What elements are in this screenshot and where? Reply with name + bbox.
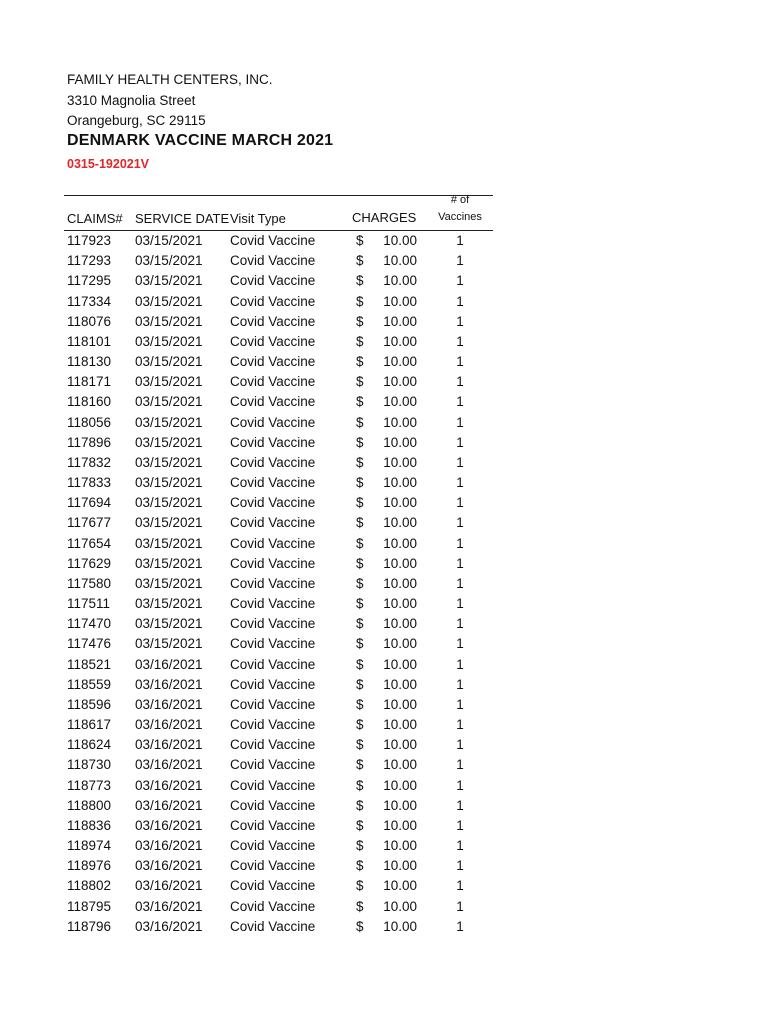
table-row — [0, 534, 770, 554]
visit-type: Covid Vaccine — [230, 656, 316, 672]
currency-symbol: $ — [356, 656, 364, 672]
visit-type: Covid Vaccine — [230, 737, 316, 753]
visit-type: Covid Vaccine — [230, 495, 316, 511]
org-name: FAMILY HEALTH CENTERS, INC. — [67, 72, 273, 87]
claim-number: 117629 — [67, 555, 112, 571]
claim-number: 117833 — [67, 475, 112, 491]
table-row — [0, 735, 770, 755]
vaccine-count: 1 — [456, 596, 464, 612]
service-date: 03/15/2021 — [135, 575, 203, 591]
currency-symbol: $ — [356, 616, 364, 632]
vaccine-count: 1 — [456, 616, 464, 632]
charge-amount: 10.00 — [383, 817, 417, 833]
service-date: 03/15/2021 — [135, 616, 203, 632]
table-row — [0, 352, 770, 372]
claim-number: 117654 — [67, 535, 112, 551]
table-row — [0, 917, 770, 937]
vaccine-count: 1 — [456, 313, 464, 329]
service-date: 03/15/2021 — [135, 374, 203, 390]
charge-amount: 10.00 — [383, 636, 417, 652]
currency-symbol: $ — [356, 535, 364, 551]
vaccine-count: 1 — [456, 777, 464, 793]
vaccine-count: 1 — [456, 817, 464, 833]
vaccine-count: 1 — [456, 374, 464, 390]
service-date: 03/15/2021 — [135, 535, 203, 551]
visit-type: Covid Vaccine — [230, 636, 316, 652]
charge-amount: 10.00 — [383, 253, 417, 269]
col-header-visit-type: Visit Type — [230, 211, 286, 226]
service-date: 03/16/2021 — [135, 737, 203, 753]
charge-amount: 10.00 — [383, 475, 417, 491]
currency-symbol: $ — [356, 233, 364, 248]
service-date: 03/15/2021 — [135, 394, 203, 410]
vaccine-count: 1 — [456, 918, 464, 934]
claim-number: 117293 — [67, 253, 112, 269]
visit-type: Covid Vaccine — [230, 717, 316, 733]
table-row — [0, 796, 770, 816]
visit-type: Covid Vaccine — [230, 454, 316, 470]
charge-amount: 10.00 — [383, 555, 417, 571]
claim-number: 118795 — [67, 898, 112, 914]
vaccine-count: 1 — [456, 475, 464, 491]
claim-number: 118596 — [67, 696, 112, 712]
table-row — [0, 655, 770, 675]
visit-type: Covid Vaccine — [230, 434, 316, 450]
col-header-vaccines: Vaccines — [438, 211, 482, 223]
service-date: 03/15/2021 — [135, 414, 203, 430]
service-date: 03/16/2021 — [135, 777, 203, 793]
report-title: DENMARK VACCINE MARCH 2021 — [67, 132, 334, 149]
table-top-rule — [64, 195, 493, 196]
claim-number: 118800 — [67, 797, 112, 813]
currency-symbol: $ — [356, 696, 364, 712]
service-date: 03/16/2021 — [135, 898, 203, 914]
currency-symbol: $ — [356, 515, 364, 531]
charge-amount: 10.00 — [383, 273, 417, 289]
claim-number: 118160 — [67, 394, 112, 410]
vaccine-count: 1 — [456, 898, 464, 914]
table-row — [0, 715, 770, 735]
currency-symbol: $ — [356, 575, 364, 591]
vaccine-count: 1 — [456, 394, 464, 410]
currency-symbol: $ — [356, 918, 364, 934]
table-row — [0, 675, 770, 695]
table-row — [0, 493, 770, 513]
service-date: 03/15/2021 — [135, 636, 203, 652]
currency-symbol: $ — [356, 757, 364, 773]
claim-number: 118521 — [67, 656, 112, 672]
currency-symbol: $ — [356, 596, 364, 612]
vaccine-count: 1 — [456, 696, 464, 712]
vaccine-count: 1 — [456, 233, 464, 248]
claim-number: 118617 — [67, 717, 112, 733]
charge-amount: 10.00 — [383, 797, 417, 813]
charge-amount: 10.00 — [383, 313, 417, 329]
vaccine-count: 1 — [456, 737, 464, 753]
service-date: 03/16/2021 — [135, 757, 203, 773]
vaccine-count: 1 — [456, 636, 464, 652]
visit-type: Covid Vaccine — [230, 575, 316, 591]
vaccine-count: 1 — [456, 293, 464, 309]
table-row — [0, 372, 770, 392]
charge-amount: 10.00 — [383, 575, 417, 591]
currency-symbol: $ — [356, 374, 364, 390]
charge-amount: 10.00 — [383, 354, 417, 370]
claim-number: 118624 — [67, 737, 112, 753]
charge-amount: 10.00 — [383, 495, 417, 511]
currency-symbol: $ — [356, 636, 364, 652]
vaccine-count: 1 — [456, 757, 464, 773]
claim-number: 118974 — [67, 838, 112, 854]
visit-type: Covid Vaccine — [230, 858, 316, 874]
service-date: 03/16/2021 — [135, 858, 203, 874]
currency-symbol: $ — [356, 273, 364, 289]
table-row — [0, 554, 770, 574]
claim-number: 117334 — [67, 293, 112, 309]
table-row — [0, 897, 770, 917]
service-date: 03/15/2021 — [135, 495, 203, 511]
service-date: 03/15/2021 — [135, 253, 203, 269]
visit-type: Covid Vaccine — [230, 333, 316, 349]
table-row — [0, 776, 770, 796]
service-date: 03/16/2021 — [135, 838, 203, 854]
currency-symbol: $ — [356, 898, 364, 914]
charge-amount: 10.00 — [383, 757, 417, 773]
visit-type: Covid Vaccine — [230, 374, 316, 390]
table-row — [0, 453, 770, 473]
table-row — [0, 332, 770, 352]
service-date: 03/15/2021 — [135, 233, 203, 248]
service-date: 03/16/2021 — [135, 817, 203, 833]
table-row — [0, 312, 770, 332]
visit-type: Covid Vaccine — [230, 414, 316, 430]
currency-symbol: $ — [356, 797, 364, 813]
currency-symbol: $ — [356, 676, 364, 692]
service-date: 03/16/2021 — [135, 656, 203, 672]
currency-symbol: $ — [356, 817, 364, 833]
visit-type: Covid Vaccine — [230, 535, 316, 551]
street-address: 3310 Magnolia Street — [67, 93, 196, 108]
table-row — [0, 513, 770, 533]
charge-amount: 10.00 — [383, 233, 417, 248]
charge-amount: 10.00 — [383, 394, 417, 410]
table-row — [0, 271, 770, 291]
visit-type: Covid Vaccine — [230, 898, 316, 914]
service-date: 03/15/2021 — [135, 313, 203, 329]
vaccine-count: 1 — [456, 797, 464, 813]
visit-type: Covid Vaccine — [230, 696, 316, 712]
col-header-service-date: SERVICE DATE — [135, 211, 230, 226]
service-date: 03/16/2021 — [135, 696, 203, 712]
claim-number: 117896 — [67, 434, 112, 450]
charge-amount: 10.00 — [383, 434, 417, 450]
claim-number: 118802 — [67, 878, 112, 894]
visit-type: Covid Vaccine — [230, 676, 316, 692]
vaccine-count: 1 — [456, 354, 464, 370]
vaccine-count: 1 — [456, 333, 464, 349]
charge-amount: 10.00 — [383, 374, 417, 390]
currency-symbol: $ — [356, 878, 364, 894]
table-row — [0, 634, 770, 654]
service-date: 03/15/2021 — [135, 293, 203, 309]
service-date: 03/16/2021 — [135, 676, 203, 692]
visit-type: Covid Vaccine — [230, 878, 316, 894]
currency-symbol: $ — [356, 717, 364, 733]
vaccine-count: 1 — [456, 676, 464, 692]
claim-number: 117511 — [67, 596, 111, 612]
visit-type: Covid Vaccine — [230, 253, 316, 269]
service-date: 03/15/2021 — [135, 475, 203, 491]
charge-amount: 10.00 — [383, 696, 417, 712]
claim-number: 117832 — [67, 454, 112, 470]
claim-number: 117580 — [67, 575, 112, 591]
table-row — [0, 231, 770, 251]
visit-type: Covid Vaccine — [230, 313, 316, 329]
currency-symbol: $ — [356, 394, 364, 410]
vaccine-count: 1 — [456, 555, 464, 571]
vaccine-count: 1 — [456, 878, 464, 894]
table-row — [0, 755, 770, 775]
vaccine-count: 1 — [456, 858, 464, 874]
col-header-charges: CHARGES — [352, 210, 417, 225]
charge-amount: 10.00 — [383, 596, 417, 612]
charge-amount: 10.00 — [383, 414, 417, 430]
claim-number: 117295 — [67, 273, 112, 289]
city-state-zip: Orangeburg, SC 29115 — [67, 113, 206, 128]
claim-number: 118130 — [67, 354, 112, 370]
claim-number: 118976 — [67, 858, 112, 874]
charge-amount: 10.00 — [383, 333, 417, 349]
vaccine-count: 1 — [456, 253, 464, 269]
currency-symbol: $ — [356, 333, 364, 349]
visit-type: Covid Vaccine — [230, 475, 316, 491]
table-row — [0, 473, 770, 493]
col-header-claims: CLAIMS# — [67, 211, 123, 226]
charge-amount: 10.00 — [383, 616, 417, 632]
service-date: 03/15/2021 — [135, 434, 203, 450]
charge-amount: 10.00 — [383, 777, 417, 793]
vaccine-count: 1 — [456, 575, 464, 591]
service-date: 03/16/2021 — [135, 717, 203, 733]
visit-type: Covid Vaccine — [230, 596, 316, 612]
visit-type: Covid Vaccine — [230, 515, 316, 531]
visit-type: Covid Vaccine — [230, 616, 316, 632]
vaccine-count: 1 — [456, 515, 464, 531]
currency-symbol: $ — [356, 313, 364, 329]
claim-number: 118836 — [67, 817, 112, 833]
table-row — [0, 413, 770, 433]
charge-amount: 10.00 — [383, 717, 417, 733]
charge-amount: 10.00 — [383, 535, 417, 551]
charge-amount: 10.00 — [383, 878, 417, 894]
currency-symbol: $ — [356, 475, 364, 491]
visit-type: Covid Vaccine — [230, 233, 316, 248]
service-date: 03/15/2021 — [135, 354, 203, 370]
table-row — [0, 392, 770, 412]
vaccine-count: 1 — [456, 495, 464, 511]
service-date: 03/16/2021 — [135, 878, 203, 894]
claim-number: 118171 — [67, 374, 112, 390]
claim-number: 118796 — [67, 918, 112, 934]
service-date: 03/15/2021 — [135, 596, 203, 612]
table-row — [0, 856, 770, 876]
claim-number: 118056 — [67, 414, 112, 430]
currency-symbol: $ — [356, 354, 364, 370]
table-row — [0, 433, 770, 453]
claim-number: 117476 — [67, 636, 112, 652]
vaccine-count: 1 — [456, 656, 464, 672]
table-row — [0, 876, 770, 896]
currency-symbol: $ — [356, 495, 364, 511]
currency-symbol: $ — [356, 858, 364, 874]
service-date: 03/15/2021 — [135, 333, 203, 349]
table-row — [0, 816, 770, 836]
vaccine-count: 1 — [456, 454, 464, 470]
visit-type: Covid Vaccine — [230, 838, 316, 854]
visit-type: Covid Vaccine — [230, 354, 316, 370]
charge-amount: 10.00 — [383, 918, 417, 934]
service-date: 03/15/2021 — [135, 273, 203, 289]
charge-amount: 10.00 — [383, 737, 417, 753]
vaccine-count: 1 — [456, 535, 464, 551]
vaccine-count: 1 — [456, 273, 464, 289]
charge-amount: 10.00 — [383, 676, 417, 692]
currency-symbol: $ — [356, 253, 364, 269]
charge-amount: 10.00 — [383, 515, 417, 531]
vaccine-count: 1 — [456, 838, 464, 854]
claim-number: 118076 — [67, 313, 112, 329]
claim-number: 117923 — [67, 233, 112, 248]
table-row — [0, 695, 770, 715]
visit-type: Covid Vaccine — [230, 293, 316, 309]
service-date: 03/16/2021 — [135, 797, 203, 813]
charge-amount: 10.00 — [383, 898, 417, 914]
vaccine-count: 1 — [456, 717, 464, 733]
currency-symbol: $ — [356, 434, 364, 450]
claim-number: 118101 — [67, 333, 112, 349]
table-row — [0, 594, 770, 614]
table-row — [0, 836, 770, 856]
charge-amount: 10.00 — [383, 293, 417, 309]
claim-number: 117694 — [67, 495, 112, 511]
currency-symbol: $ — [356, 454, 364, 470]
visit-type: Covid Vaccine — [230, 555, 316, 571]
currency-symbol: $ — [356, 777, 364, 793]
service-date: 03/16/2021 — [135, 918, 203, 934]
visit-type: Covid Vaccine — [230, 273, 316, 289]
currency-symbol: $ — [356, 737, 364, 753]
claim-number: 118773 — [67, 777, 112, 793]
currency-symbol: $ — [356, 838, 364, 854]
claim-number: 118730 — [67, 757, 112, 773]
visit-type: Covid Vaccine — [230, 394, 316, 410]
visit-type: Covid Vaccine — [230, 777, 316, 793]
batch-code: 0315-192021V — [67, 157, 150, 171]
claim-number: 118559 — [67, 676, 112, 692]
vaccine-count: 1 — [456, 434, 464, 450]
currency-symbol: $ — [356, 555, 364, 571]
table-row — [0, 574, 770, 594]
table-row — [0, 292, 770, 312]
claim-number: 117470 — [67, 616, 112, 632]
charge-amount: 10.00 — [383, 656, 417, 672]
currency-symbol: $ — [356, 414, 364, 430]
service-date: 03/15/2021 — [135, 515, 203, 531]
visit-type: Covid Vaccine — [230, 757, 316, 773]
table-row — [0, 614, 770, 634]
visit-type: Covid Vaccine — [230, 817, 316, 833]
charge-amount: 10.00 — [383, 838, 417, 854]
charge-amount: 10.00 — [383, 858, 417, 874]
col-header-num-of: # of — [450, 194, 470, 206]
service-date: 03/15/2021 — [135, 454, 203, 470]
charge-amount: 10.00 — [383, 454, 417, 470]
currency-symbol: $ — [356, 293, 364, 309]
visit-type: Covid Vaccine — [230, 918, 316, 934]
table-row — [0, 251, 770, 271]
vaccine-count: 1 — [456, 414, 464, 430]
visit-type: Covid Vaccine — [230, 797, 316, 813]
service-date: 03/15/2021 — [135, 555, 203, 571]
claim-number: 117677 — [67, 515, 112, 531]
